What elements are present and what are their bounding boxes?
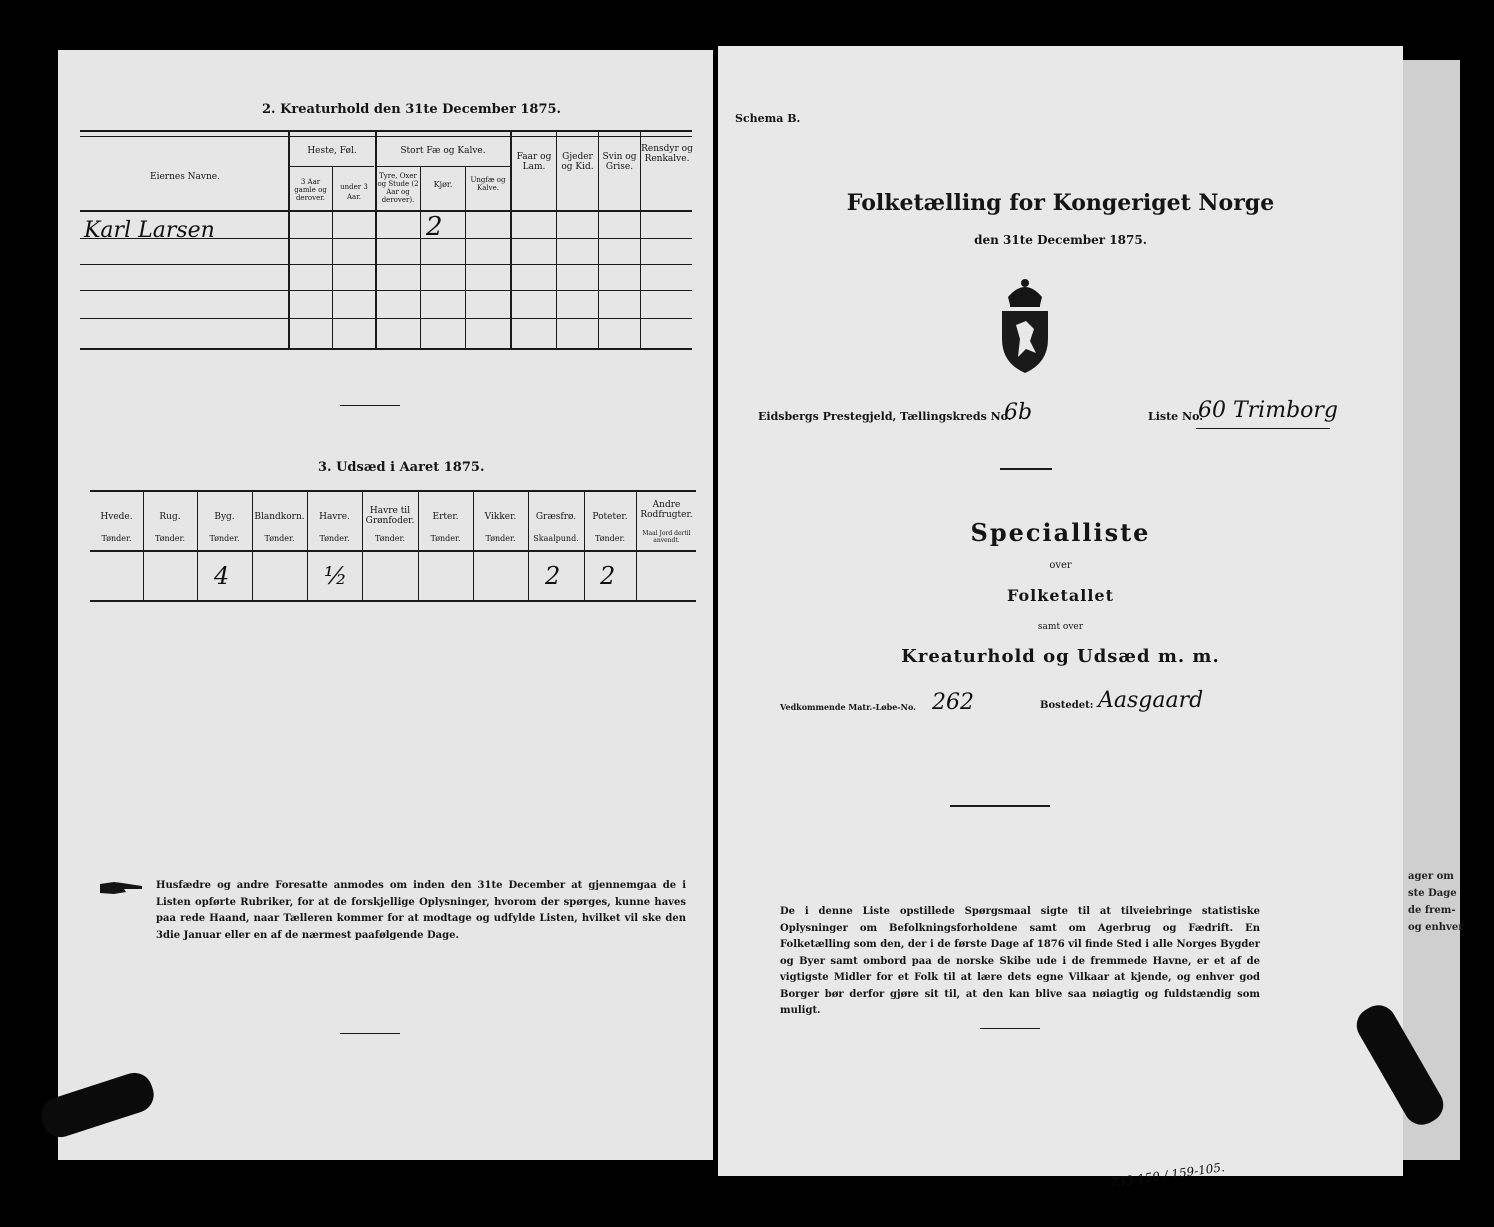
coat-of-arms-icon [996, 275, 1054, 375]
edge-text-line: ager om [1408, 871, 1454, 882]
col-stort-b-header: Kjør. [433, 180, 453, 189]
col-heste-a-header: 3 Aar gamle og derover. [294, 178, 327, 202]
col-stort-header: Stort Fæ og Kalve. [400, 146, 486, 156]
table3-bottom-border [90, 600, 696, 602]
pointing-hand-icon [100, 880, 144, 896]
table2-bottom-border [80, 348, 692, 350]
footer-paragraph: De i denne Liste opstillede Spørgsmaal sigte til at tilveiebringe statistiske Oplysninger om Befolkningsforholdene samt om Agerbrug og Fædrift. En Folketælling som den, der i de første Dage af 1876 vil finde Sted i alle Norges Bygder og Byer samt ombord paa de norske Skibe ude i de fremmede Havne, er et af de vigtigste Midler for et Folk til at lære dets egne Vilkaar at kjende, og enhver god Borger bør derfor gjøre sit til, at den kan blive saa nøiagtig og fuldstændig som muligt. [780, 906, 1260, 1016]
value-poteter: 2 [600, 562, 616, 590]
value-byg: 4 [214, 562, 230, 590]
bostedet-value: Aasgaard [1098, 688, 1204, 713]
table2-col-divider [288, 130, 290, 348]
table3-col-divider [143, 490, 144, 600]
col-rug-header: Rug. [159, 512, 181, 522]
section-3-title: 3. Udsæd i Aaret 1875. [318, 460, 485, 475]
table3-col-divider [252, 490, 253, 600]
unit-cell: Tønder. [154, 534, 186, 543]
col-owner-header: Eiernes Navne. [150, 172, 220, 182]
col-poteter-header: Poteter. [592, 512, 628, 522]
table2-col-divider [465, 166, 466, 348]
col-byg-header: Byg. [214, 512, 235, 522]
kreaturhold-heading: Kreaturhold og Udsæd m. m. [901, 646, 1220, 667]
household-notice: Husfædre og andre Foresatte anmodes om inden den 31te December at gjennemgaa de i Listen opførte Rubriker, for at de forskjellige Oplysninger, hvorom der spørges, kunne haves paa rede Haand, naar Tælleren kommer for at modtage og udfylde Listen, hvilket vil ske den 3die Januar eller en af de nærmest paafølgende Dage. [156, 880, 686, 941]
unit-cell: Tønder. [264, 534, 295, 543]
table3-col-divider [197, 490, 198, 600]
unit-cell: Tønder. [430, 534, 461, 543]
schema-label: Schema B. [735, 112, 801, 125]
specialliste-heading: Specialliste [970, 518, 1151, 547]
table2-col-divider [420, 166, 421, 348]
col-erter-header: Erter. [432, 512, 459, 522]
unit-cell: Tønder. [374, 534, 406, 543]
row1-kjor-value: 2 [426, 212, 443, 242]
col-vikker-header: Vikker. [484, 512, 517, 522]
samt-over-text: samt over [1037, 622, 1084, 632]
table2-col-divider [510, 130, 512, 348]
liste-label: Liste No. [1148, 410, 1204, 423]
unit-cell: Tønder. [485, 534, 516, 543]
edge-text-line: ste Dage [1408, 888, 1457, 899]
col-stort-c-header: Ungfæ og Kalve. [470, 176, 506, 192]
separator-rule [340, 1033, 400, 1034]
col-andre-header: Andre Rodfrugter. [640, 500, 693, 520]
col-havre-header: Havre. [319, 512, 350, 522]
prestegjeld-label: Eidsbergs Prestegjeld, [758, 410, 897, 423]
liste-value: 60 Trimborg [1198, 398, 1339, 423]
unit-cell: Skaalpund. [533, 534, 579, 543]
table3-col-divider [307, 490, 308, 600]
col-heste-b-header: under 3 Aar. [340, 183, 368, 201]
left-page [58, 50, 713, 1160]
table2-row-line [80, 290, 692, 291]
table2-row-line [80, 318, 692, 319]
row1-owner-name: Karl Larsen [84, 218, 215, 243]
table3-col-divider [528, 490, 529, 600]
liste-underline [1196, 428, 1330, 429]
tellingskreds-value: 6b [1004, 400, 1033, 425]
col-heste-header: Heste, Føl. [307, 146, 357, 156]
table3-top-border [90, 490, 696, 492]
table2-row-line [80, 264, 692, 265]
over-text: over [1049, 560, 1072, 571]
section-2-title: 2. Kreaturhold den 31te December 1875. [262, 102, 562, 117]
col-stort-a-header: Tyre, Oxer og Stude (2 Aar og derover). [377, 172, 419, 204]
col-hvede-header: Hvede. [100, 512, 133, 522]
folketallet-heading: Folketallet [1007, 586, 1114, 605]
document-title: Folketælling for Kongeriget Norge [846, 190, 1275, 216]
unit-cell: Tønder. [594, 534, 626, 543]
table2-top-border-inner [80, 136, 692, 137]
edge-text [1408, 868, 1464, 936]
col-blandkorn-header: Blandkorn. [254, 512, 305, 522]
bostedet-label: Bostedet: [1040, 700, 1094, 711]
adjacent-page-edge [1400, 60, 1460, 1160]
table3-col-divider [418, 490, 419, 600]
table2-top-border [80, 130, 692, 132]
table3-header-bottom [90, 550, 696, 552]
table3-col-divider [584, 490, 585, 600]
edge-text-line: de frem- [1408, 905, 1456, 916]
matr-label: Vedkommende Matr.-Løbe-No. [780, 702, 916, 712]
value-graesfro: 2 [545, 562, 561, 590]
col-gjeder-header: Gjeder og Kid. [561, 152, 594, 172]
matr-value: 262 [932, 690, 974, 715]
tellingskreds-label: Tællingskreds No. [900, 410, 1012, 423]
bottom-handwritten-note: 733-150 / 159-105. [1109, 1160, 1226, 1190]
unit-cell: Maal Jord dertil anvendt. [642, 530, 691, 544]
col-svin-header: Svin og Grise. [602, 152, 637, 172]
value-havre: ½ [324, 562, 348, 590]
edge-text-line: og enhver [1408, 922, 1464, 933]
separator-rule [980, 1028, 1040, 1029]
table2-col-divider [375, 130, 377, 348]
unit-cell: Tønder. [209, 534, 240, 543]
col-rensdyr-header: Rensdyr og Renkalve. [641, 144, 693, 164]
table3-col-divider [473, 490, 474, 600]
col-faar-header: Faar og Lam. [516, 152, 552, 172]
table2-header-bottom [80, 210, 692, 212]
separator-rule [950, 805, 1050, 807]
col-havre-gronfoder-header: Havre til Grønfoder. [365, 506, 415, 526]
col-graesfro-header: Græsfrø. [535, 512, 577, 522]
separator-rule [340, 405, 400, 406]
unit-cell: Tønder. [319, 534, 350, 543]
separator-rule [1000, 468, 1052, 470]
document-date: den 31te December 1875. [974, 233, 1147, 247]
unit-cell: Tønder. [101, 534, 132, 543]
table2-subheader-line [376, 166, 510, 167]
